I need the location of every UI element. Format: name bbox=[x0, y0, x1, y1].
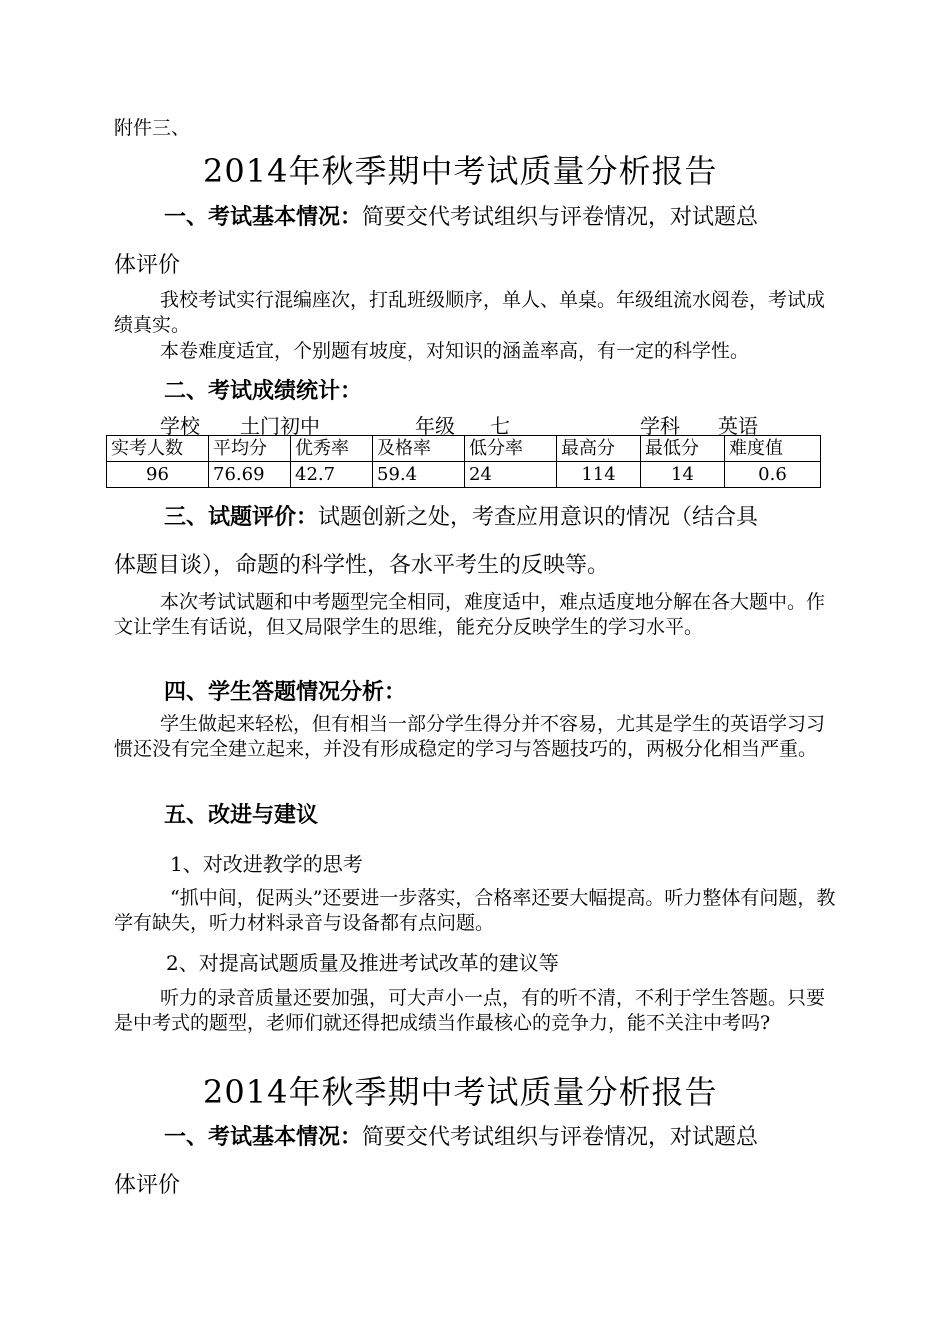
attachment-label: 附件三、 bbox=[114, 117, 191, 139]
subsection-1-paragraph: “抓中间，促两头”还要进一步落实，合格率还要大幅提高。听力整体有问题，教学有缺失，听力材料录音与设备都有点问题。 bbox=[114, 887, 836, 934]
section-3-desc-cont: 体题目谈），命题的科学性，各水平考生的反映等。 bbox=[114, 553, 610, 578]
subsection-2-paragraph: 听力的录音质量还要加强，可大声小一点，有的听不清，不利于学生答题。只要是中考式的题型，老师们就还得把成绩当作最核心的竞争力，能不关注中考吗? bbox=[114, 987, 826, 1034]
table-cell: 96 bbox=[107, 462, 209, 488]
section-1-desc-cont-repeat: 体评价 bbox=[114, 1173, 181, 1198]
table-cell: 0.6 bbox=[725, 462, 821, 488]
table-header-cell: 及格率 bbox=[373, 436, 465, 462]
section-1-heading-line bbox=[164, 200, 758, 231]
table-cell: 24 bbox=[465, 462, 557, 488]
section-1-heading-repeat: 一、考试基本情况： bbox=[164, 1125, 363, 1150]
table-header-cell: 最低分 bbox=[641, 436, 725, 462]
subject-label: 学科 bbox=[640, 414, 680, 438]
subsection-2-heading: 2、对提高试题质量及推进考试改革的建议等 bbox=[166, 951, 559, 975]
section-1-paragraph: 我校考试实行混编座次，打乱班级顺序，单人、单桌。年级组流水阅卷，考试成绩真实。 bbox=[114, 289, 826, 336]
school-value: 土门初中 bbox=[240, 414, 320, 438]
table-cell: 14 bbox=[641, 462, 725, 488]
section-1-heading-line-repeat bbox=[164, 1120, 758, 1151]
section-1-desc: 简要交代考试组织与评卷情况，对试题总 bbox=[362, 205, 759, 230]
table-header-cell: 平均分 bbox=[209, 436, 291, 462]
table-cell: 59.4 bbox=[373, 462, 465, 488]
subsection-1-heading: 1、对改进教学的思考 bbox=[170, 852, 363, 876]
section-2-heading: 二、考试成绩统计： bbox=[164, 379, 363, 404]
table-header-cell: 难度值 bbox=[725, 436, 821, 462]
score-stats-table bbox=[106, 435, 821, 488]
section-3-heading: 三、试题评价： bbox=[164, 505, 319, 530]
page-title: 2014年秋季期中考试质量分析报告 bbox=[203, 152, 718, 190]
table-cell: 42.7 bbox=[291, 462, 373, 488]
table-header-cell: 最高分 bbox=[557, 436, 641, 462]
table-header-cell: 优秀率 bbox=[291, 436, 373, 462]
table-cell: 76.69 bbox=[209, 462, 291, 488]
grade-label: 年级 bbox=[415, 414, 455, 438]
section-3-heading-line bbox=[164, 500, 758, 531]
table-header-cell: 低分率 bbox=[465, 436, 557, 462]
section-4-heading: 四、学生答题情况分析： bbox=[164, 680, 407, 705]
page-title-repeat: 2014年秋季期中考试质量分析报告 bbox=[203, 1073, 718, 1111]
section-3-paragraph: 本次考试试题和中考题型完全相同，难度适中，难点适度地分解在各大题中。作文让学生有话说，但又局限学生的思维，能充分反映学生的学习水平。 bbox=[114, 591, 826, 638]
section-1-desc-repeat: 简要交代考试组织与评卷情况，对试题总 bbox=[362, 1125, 759, 1150]
subject-value: 英语 bbox=[718, 414, 758, 438]
grade-value: 七 bbox=[490, 414, 510, 438]
section-1-desc-cont: 体评价 bbox=[114, 253, 181, 278]
section-1-paragraph-2: 本卷难度适宜，个别题有坡度，对知识的涵盖率高，有一定的科学性。 bbox=[160, 340, 750, 362]
school-label: 学校 bbox=[160, 414, 200, 438]
section-3-desc: 试题创新之处，考查应用意识的情况（结合具 bbox=[318, 505, 759, 530]
section-1-heading: 一、考试基本情况： bbox=[164, 205, 363, 230]
section-4-paragraph: 学生做起来轻松，但有相当一部分学生得分并不容易，尤其是学生的英语学习习惯还没有完全建立起来，并没有形成稳定的学习与答题技巧的，两极分化相当严重。 bbox=[114, 713, 826, 760]
table-cell: 114 bbox=[557, 462, 641, 488]
table-header-row bbox=[107, 436, 821, 462]
section-5-heading: 五、改进与建议 bbox=[164, 803, 319, 828]
table-row bbox=[107, 462, 821, 488]
table-header-cell: 实考人数 bbox=[107, 436, 209, 462]
